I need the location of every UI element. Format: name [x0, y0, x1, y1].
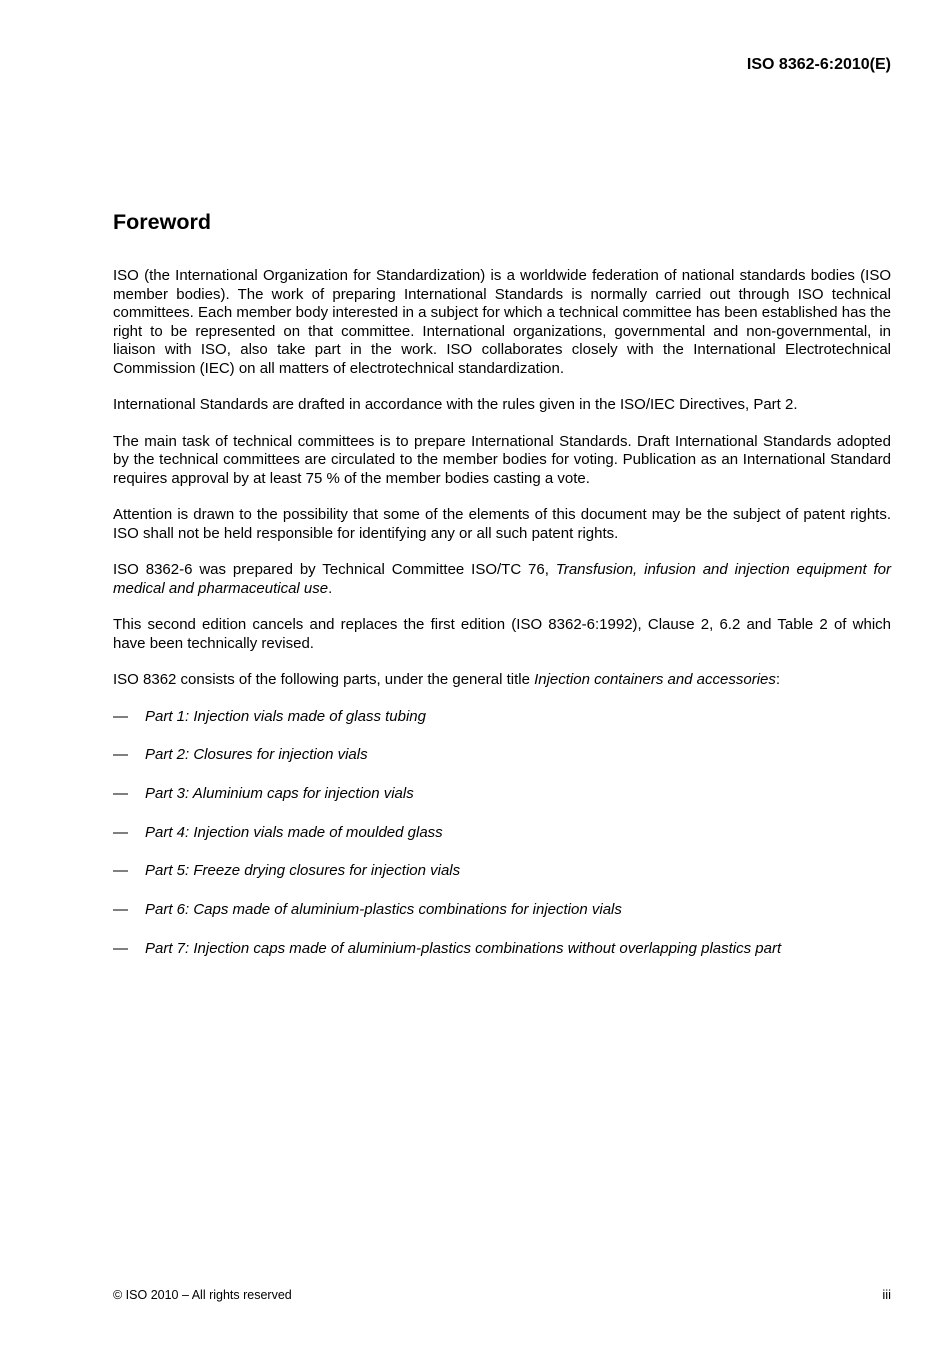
- part-label: Part 6: Caps made of aluminium-plastics combinations for injection vials: [145, 900, 622, 918]
- dash-bullet: —: [113, 784, 128, 802]
- dash-bullet: —: [113, 746, 128, 764]
- list-item-part-2: [113, 746, 891, 765]
- prepared-by-prefix: ISO 8362-6 was prepared by Technical Committee ISO/TC 76,: [113, 561, 556, 578]
- prepared-by-suffix: .: [328, 579, 333, 597]
- dash-bullet: —: [113, 939, 128, 957]
- paragraph-directives: International Standards are drafted in accordance with the rules given in the ISO/IEC Directives, Part 2.: [113, 396, 798, 413]
- paragraph-edition-note: This second edition cancels and replaces the first edition (ISO 8362-6:1992), Clause 2, 6.2 and Table 2 of which have been technically revised.: [113, 616, 891, 652]
- list-item-part-3: [113, 785, 891, 804]
- list-item-part-6: [113, 901, 891, 920]
- paragraph-parts-intro: [113, 671, 891, 690]
- page-number: iii: [882, 1287, 891, 1302]
- list-item-part-4: [113, 824, 891, 843]
- part-label: Part 3: Aluminium caps for injection vials: [145, 784, 414, 802]
- part-label: Part 1: Injection vials made of glass tubing: [145, 707, 426, 725]
- list-item-part-1: [113, 708, 891, 727]
- general-title: Injection containers and accessories: [534, 671, 776, 688]
- parts-list: [113, 708, 891, 959]
- dash-bullet: —: [113, 900, 128, 918]
- list-item-part-5: [113, 862, 891, 881]
- part-label: Part 7: Injection caps made of aluminium-plastics combinations without overlapping plastics part: [145, 939, 782, 957]
- foreword-section: [113, 208, 891, 978]
- parts-intro-suffix: :: [775, 671, 781, 688]
- part-label: Part 4: Injection vials made of moulded glass: [145, 823, 443, 841]
- parts-intro-prefix: ISO 8362 consists of the following parts, under the general title: [113, 671, 535, 688]
- list-item-part-7: [113, 940, 891, 959]
- paragraph-main-task: The main task of technical committees is to prepare International Standards. Draft International Standards adopted by the technical committees are circulated to the member bodies for voting. Publication as an International Standard requires approval by at least 75 % of the member bodies casting a vote.: [113, 432, 891, 487]
- document-id: ISO 8362-6:2010(E): [746, 56, 891, 73]
- dash-bullet: —: [113, 823, 128, 841]
- page-title: Foreword: [113, 210, 211, 234]
- committee-title: Transfusion, infusion and injection equipment for medical and pharmaceutical use: [113, 561, 892, 597]
- part-label: Part 2: Closures for injection vials: [145, 746, 368, 764]
- part-label: Part 5: Freeze drying closures for injection vials: [145, 862, 461, 880]
- copyright-notice: © ISO 2010 – All rights reserved: [113, 1288, 292, 1302]
- dash-bullet: —: [113, 862, 128, 880]
- paragraph-prepared-by: [113, 561, 891, 598]
- paragraph-patent-rights: Attention is drawn to the possibility that some of the elements of this document may be the subject of patent rights. ISO shall not be held responsible for identifying any or all such patent rights.: [113, 506, 891, 542]
- dash-bullet: —: [113, 707, 128, 725]
- paragraph-iso-intro: ISO (the International Organization for Standardization) is a worldwide federation of national standards bodies (ISO member bodies). The work of preparing International Standards is normally carried out through ISO technical committees. Each member body interested in a subject for which a technical committee has been established has the right to be represented on that committee. International organizations, governmental and non-governmental, in liaison with ISO, also take part in the work. ISO collaborates closely with the International Electrotechnical Commission (IEC) on all matters of electrotechnical standardization.: [113, 267, 891, 377]
